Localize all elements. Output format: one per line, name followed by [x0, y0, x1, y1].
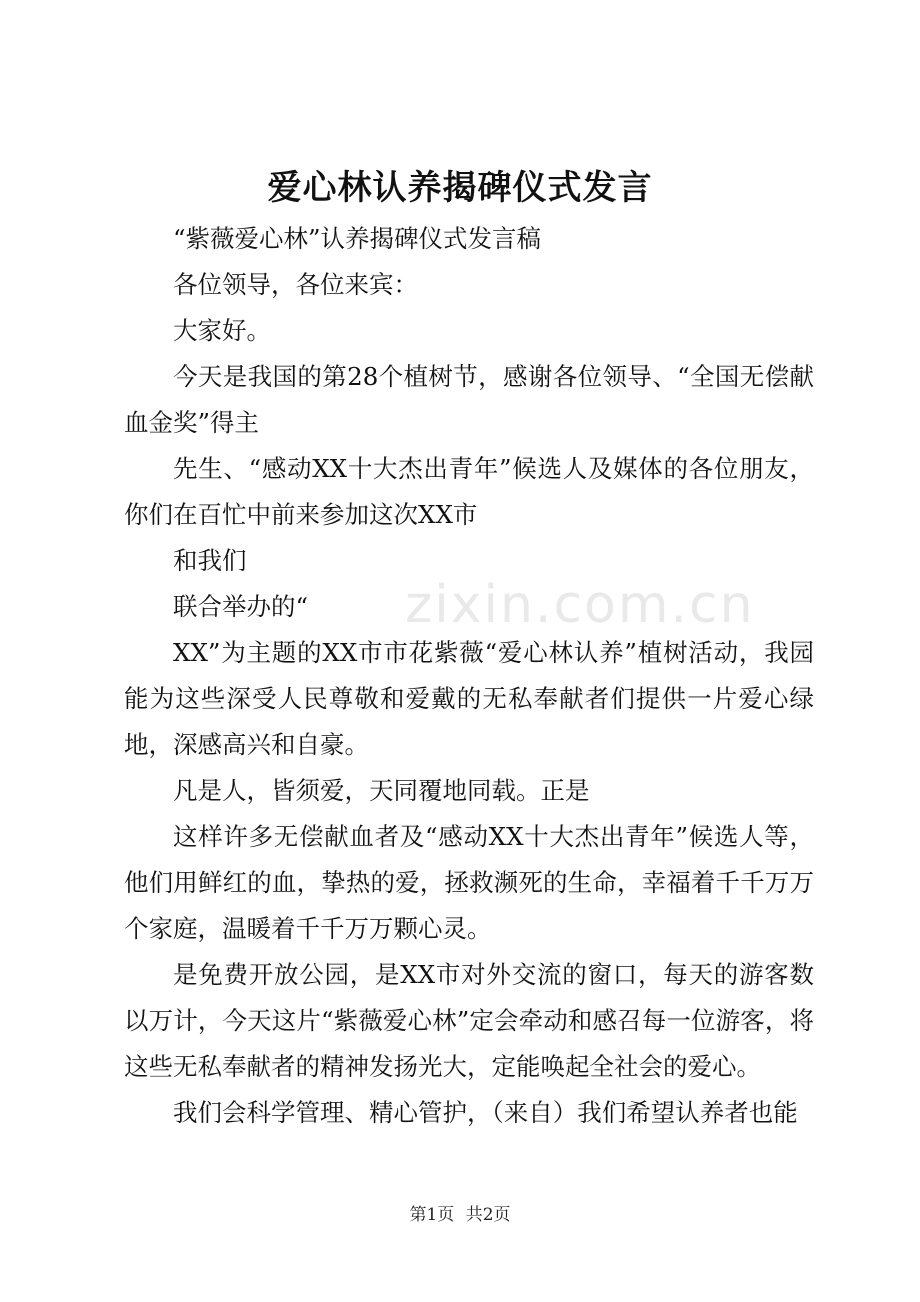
paragraph: 先生、“感动XX十大杰出青年”候选人及媒体的各位朋友，你们在百忙中前来参加这次XX市 [124, 454, 814, 529]
watermark: zixin.com.cn [405, 575, 755, 635]
document-title: 爱心林认养揭碑仪式发言 [267, 168, 653, 208]
paragraph: 这样许多无偿献血者及“感动XX十大杰出青年”候选人等，他们用鲜红的血，挚热的爱，拯救濒死的生命，幸福着千千万万个家庭，温暖着千千万万颗心灵。 [124, 822, 814, 943]
paragraph: 凡是人，皆须爱，天同覆地同载。正是 [173, 776, 590, 805]
paragraph-salutation: 各位领导，各位来宾： [173, 270, 418, 299]
document-body [124, 216, 814, 1136]
paragraph: 联合举办的“ [173, 592, 309, 621]
paragraph: 我们会科学管理、精心管护，（来自）我们希望认养者也能 [173, 1098, 798, 1127]
paragraph: XX”为主题的XX市市花紫薇“爱心林认养”植树活动，我园能为这些深受人民尊敬和爱戴的无私奉献者们提供一片爱心绿地，深感高兴和自豪。 [124, 638, 814, 759]
paragraph: 和我们 [173, 546, 247, 575]
paragraph: 是免费开放公园，是XX市对外交流的窗口，每天的游客数以万计，今天这片“紫薇爱心林”定会牵动和感召每一位游客，将这些无私奉献者的精神发扬光大，定能唤起全社会的爱心。 [124, 960, 814, 1081]
page-total: 共2页 [465, 1205, 511, 1225]
paragraph: 今天是我国的第28个植树节，感谢各位领导、“全国无偿献血金奖”得主 [124, 362, 814, 437]
paragraph-subtitle: “紫薇爱心林”认养揭碑仪式发言稿 [173, 224, 542, 253]
paragraph-greeting: 大家好。 [173, 316, 271, 345]
page-footer [0, 1200, 920, 1225]
page-number: 第1页 [409, 1205, 455, 1225]
